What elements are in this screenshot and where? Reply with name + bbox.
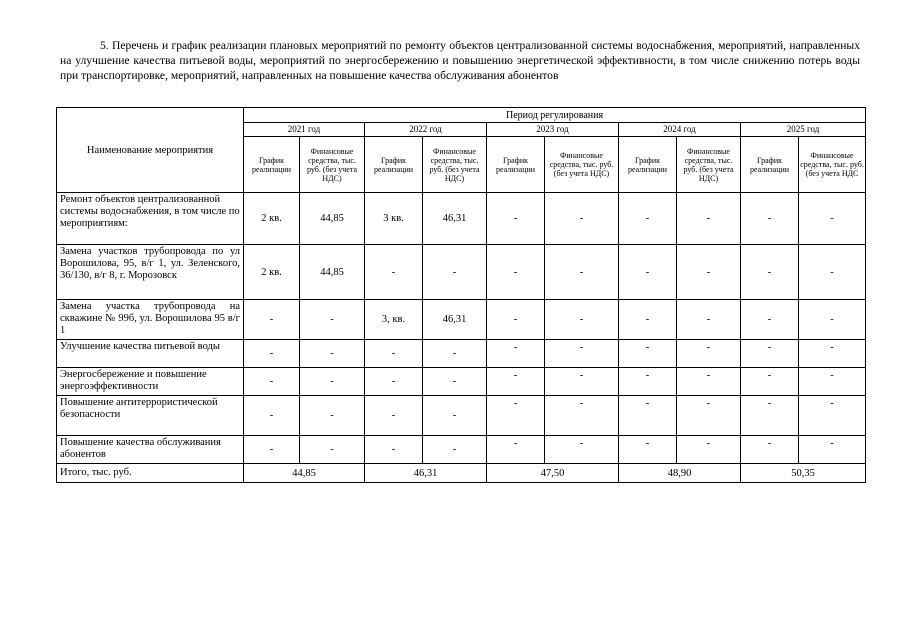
table-cell: - bbox=[799, 300, 866, 340]
table-cell: - bbox=[741, 300, 799, 340]
schedule-subheader: График реализации bbox=[741, 137, 799, 193]
table-cell: - bbox=[677, 193, 741, 245]
table-cell: - bbox=[741, 436, 799, 464]
table-cell: 46,31 bbox=[423, 193, 487, 245]
table-cell: - bbox=[619, 340, 677, 368]
year-header: 2025 год bbox=[741, 123, 866, 137]
table-cell: - bbox=[545, 300, 619, 340]
table-cell: - bbox=[244, 368, 300, 396]
table-cell: - bbox=[487, 436, 545, 464]
table-cell: - bbox=[423, 368, 487, 396]
table-cell: - bbox=[677, 340, 741, 368]
table-cell: 2 кв. bbox=[244, 193, 300, 245]
name-column-header: Наименование мероприятия bbox=[57, 108, 244, 193]
finance-subheader: Финансовые средства, тыс. руб. (без учета НДС) bbox=[423, 137, 487, 193]
year-header: 2021 год bbox=[244, 123, 365, 137]
table-cell: - bbox=[300, 300, 365, 340]
schedule-subheader: График реализации bbox=[244, 137, 300, 193]
table-cell: 3, кв. bbox=[365, 300, 423, 340]
table-cell: - bbox=[799, 368, 866, 396]
table-row bbox=[57, 436, 866, 464]
table-cell: - bbox=[799, 245, 866, 300]
table-row bbox=[57, 245, 866, 300]
table-cell: - bbox=[300, 396, 365, 436]
table-cell: - bbox=[487, 340, 545, 368]
table-cell: 44,85 bbox=[300, 193, 365, 245]
table-row bbox=[57, 396, 866, 436]
row-name: Ремонт объектов централизованной системы водоснабжения, в том числе по мероприятиям: bbox=[57, 193, 244, 245]
table-cell: - bbox=[487, 193, 545, 245]
total-value-2023: 47,50 bbox=[487, 464, 619, 483]
row-name: Повышение качества обслуживания абонентов bbox=[57, 436, 244, 464]
plan-table bbox=[56, 107, 866, 483]
table-cell: - bbox=[545, 436, 619, 464]
table-cell: - bbox=[677, 368, 741, 396]
table-row bbox=[57, 300, 866, 340]
table-cell: - bbox=[244, 436, 300, 464]
table-cell: - bbox=[677, 300, 741, 340]
table-cell: - bbox=[423, 436, 487, 464]
finance-subheader: Финансовые средства, тыс. руб. (без учета НДС) bbox=[677, 137, 741, 193]
total-value-2021: 44,85 bbox=[244, 464, 365, 483]
year-header: 2024 год bbox=[619, 123, 741, 137]
table-cell: - bbox=[741, 368, 799, 396]
table-cell: - bbox=[365, 340, 423, 368]
total-row bbox=[57, 464, 866, 483]
period-header: Период регулирования bbox=[244, 108, 866, 123]
year-header: 2022 год bbox=[365, 123, 487, 137]
row-name: Повышение антитеррористической безопасности bbox=[57, 396, 244, 436]
table-cell: 44,85 bbox=[300, 245, 365, 300]
table-cell: - bbox=[619, 436, 677, 464]
table-cell: - bbox=[799, 396, 866, 436]
table-cell: - bbox=[677, 245, 741, 300]
table-cell: - bbox=[741, 340, 799, 368]
table-cell: - bbox=[619, 193, 677, 245]
table-cell: - bbox=[799, 436, 866, 464]
table-cell: - bbox=[244, 340, 300, 368]
total-value-2024: 48,90 bbox=[619, 464, 741, 483]
table-cell: - bbox=[487, 368, 545, 396]
table-cell: 2 кв. bbox=[244, 245, 300, 300]
table-cell: - bbox=[423, 245, 487, 300]
table-cell: - bbox=[244, 396, 300, 436]
table-cell: - bbox=[487, 245, 545, 300]
row-name: Замена участков трубопровода по ул Ворошилова, 95, в/г 1, ул. Зеленского, 36/130, в/г 8, г. Морозовск bbox=[57, 245, 244, 300]
total-label: Итого, тыс. руб. bbox=[57, 464, 244, 483]
finance-subheader: Финансовые средства, тыс. руб. (без учета НДС) bbox=[300, 137, 365, 193]
table-cell: - bbox=[619, 396, 677, 436]
table-row bbox=[57, 368, 866, 396]
table-cell: - bbox=[423, 396, 487, 436]
table-cell: - bbox=[677, 396, 741, 436]
schedule-subheader: График реализации bbox=[487, 137, 545, 193]
total-value-2025: 50,35 bbox=[741, 464, 866, 483]
table-cell: - bbox=[300, 368, 365, 396]
table-cell: - bbox=[545, 396, 619, 436]
table-cell: - bbox=[619, 300, 677, 340]
schedule-subheader: График реализации bbox=[365, 137, 423, 193]
row-name: Замена участка трубопровода на скважине № 99б, ул. Ворошилова 95 в/г 1 bbox=[57, 300, 244, 340]
table-row bbox=[57, 193, 866, 245]
schedule-subheader: График реализации bbox=[619, 137, 677, 193]
table-cell: - bbox=[365, 245, 423, 300]
table-cell: - bbox=[545, 193, 619, 245]
table-cell: - bbox=[244, 300, 300, 340]
year-header: 2023 год bbox=[487, 123, 619, 137]
table-cell: - bbox=[799, 193, 866, 245]
table-cell: - bbox=[365, 368, 423, 396]
table-cell: 46,31 bbox=[423, 300, 487, 340]
table-cell: - bbox=[487, 396, 545, 436]
table-cell: - bbox=[619, 245, 677, 300]
table-cell: - bbox=[677, 436, 741, 464]
table-cell: - bbox=[300, 436, 365, 464]
table-cell: - bbox=[365, 436, 423, 464]
table-cell: - bbox=[799, 340, 866, 368]
document-heading: 5. Перечень и график реализации плановых мероприятий по ремонту объектов централизованной системы водоснабжения, мероприятий, направленных на улучшение качества питьевой воды, мероприятий по энергосбережению и повышению энергетической эффективности, в том числе снижению потерь воды при транспортировке, мероприятий, направленных на повышение качества обслуживания абонентов bbox=[60, 39, 860, 82]
table-cell: - bbox=[741, 193, 799, 245]
table-cell: - bbox=[741, 396, 799, 436]
table-cell: - bbox=[423, 340, 487, 368]
table-row bbox=[57, 340, 866, 368]
row-name: Улучшение качества питьевой воды bbox=[57, 340, 244, 368]
table-cell: - bbox=[487, 300, 545, 340]
finance-subheader: Финансовые средства, тыс. руб. (без учета НДС) bbox=[545, 137, 619, 193]
total-value-2022: 46,31 bbox=[365, 464, 487, 483]
table-cell: 3 кв. bbox=[365, 193, 423, 245]
table-cell: - bbox=[365, 396, 423, 436]
finance-subheader: Финансовые средства, тыс. руб. (без учета НДС bbox=[799, 137, 866, 193]
table-cell: - bbox=[545, 340, 619, 368]
table-cell: - bbox=[300, 340, 365, 368]
table-cell: - bbox=[545, 245, 619, 300]
table-cell: - bbox=[545, 368, 619, 396]
row-name: Энергосбережение и повышение энергоэффективности bbox=[57, 368, 244, 396]
table-cell: - bbox=[741, 245, 799, 300]
table-cell: - bbox=[619, 368, 677, 396]
